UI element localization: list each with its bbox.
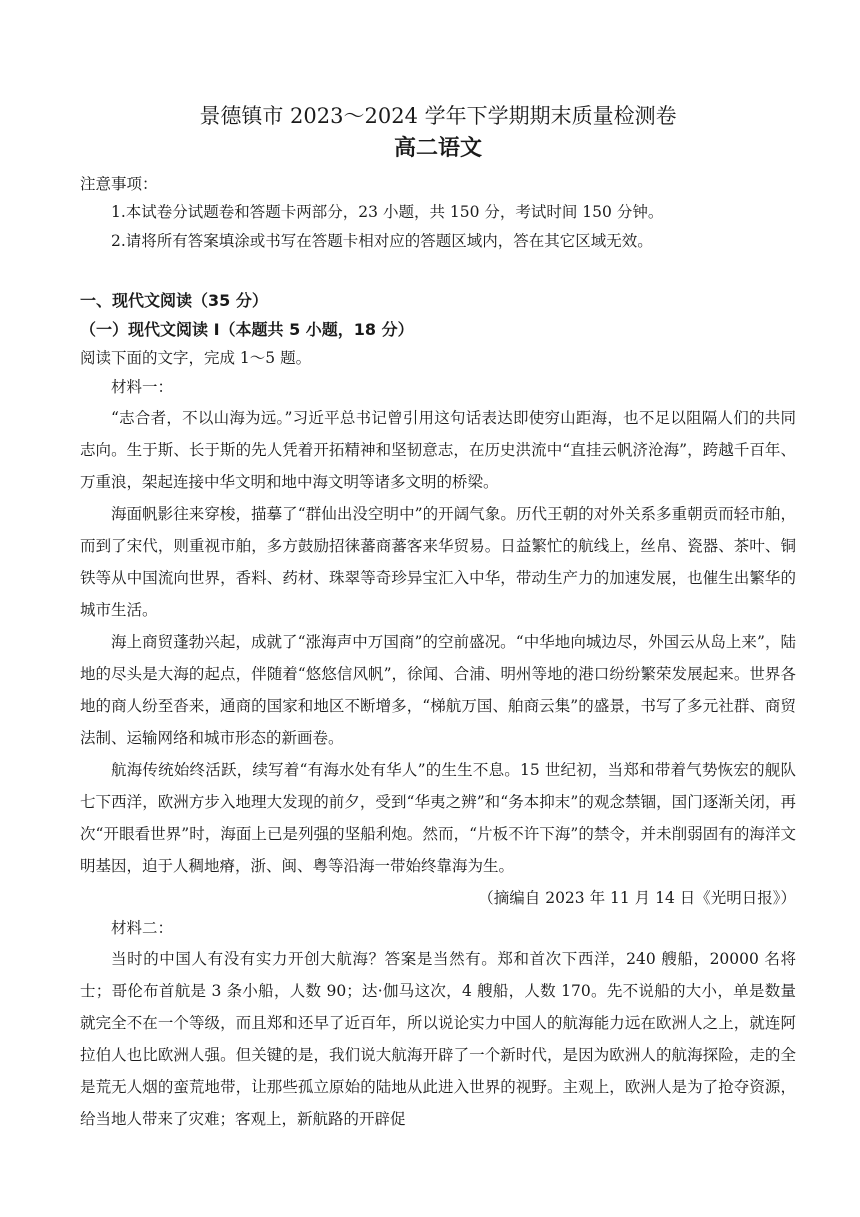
material-one-paragraph: 海面帆影往来穿梭，描摹了“群仙出没空明中”的开阔气象。历代王朝的对外关系多重朝贡而轻市舶，而到了宋代，则重视市舶，多方鼓励招徕蕃商蕃客来华贸易。日益繁忙的航线上，丝帛、瓷器、茶叶、铜铁等从中国流向世界，香料、药材、珠翠等奇珍异宝汇入中华，带动生产力的加速发展，也催生出繁华的城市生活。 (80, 505, 796, 619)
exam-subject: 高二语文 (393, 136, 482, 161)
section-heading: 一、现代文阅读（35 分） (80, 291, 268, 310)
note-item: 1.本试卷分试题卷和答题卡两部分，23 小题，共 150 分，考试时间 150 分钟。 (111, 203, 664, 221)
exam-page (80, 100, 796, 1135)
note-item: 2.请将所有答案填涂或书写在答题卡相对应的答题区域内，答在其它区域无效。 (111, 232, 653, 250)
material-one-paragraph: 海上商贸蓬勃兴起，成就了“涨海声中万国商”的空前盛况。“中华地向城边尽，外国云从岛上来”，陆地的尽头是大海的起点，伴随着“悠悠信风帆”，徐闻、合浦、明州等地的港口纷纷繁荣发展起来。世界各地的商人纷至沓来，通商的国家和地区不断增多，“梯航万国、舶商云集”的盛景，书写了多元社群、商贸法制、运输网络和城市形态的新画卷。 (80, 633, 796, 747)
notes-heading: 注意事项： (80, 175, 158, 193)
material-two-paragraph: 当时的中国人有没有实力开创大航海？答案是当然有。郑和首次下西洋，240 艘船，20000 名将士；哥伦布首航是 3 条小船，人数 90；达·伽马这次，4 艘船，人数 170。先不说船的大小，单是数量就完全不在一个等级，而且郑和还早了近百年，所以说论实力中国人的航海能力远在欧洲人之上，就连阿拉伯人也比欧洲人强。但关键的是，我们说大航海开辟了一个新时代，是因为欧洲人的航海探险，走的全是荒无人烟的蛮荒地带，让那些孤立原始的陆地从此进入世界的视野。主观上，欧洲人是为了抢夺资源，给当地人带来了灾难；客观上，新航路的开辟促 (80, 950, 796, 1128)
material-two-label: 材料二： (111, 919, 174, 937)
material-one-paragraph: “志合者，不以山海为远。”习近平总书记曾引用这句话表达即使穷山距海，也不足以阻隔人们的共同志向。生于斯、长于斯的先人凭着开拓精神和坚韧意志，在历史洪流中“直挂云帆济沧海”，跨越千百年、万重浪，架起连接中华文明和地中海文明等诸多文明的桥梁。 (80, 409, 796, 491)
subsection-heading: （一）现代文阅读 I（本题共 5 小题，18 分） (80, 320, 414, 339)
material-one-label: 材料一： (111, 378, 174, 396)
material-one-source: （摘编自 2023 年 11 月 14 日《光明日报》） (478, 889, 796, 907)
exam-title: 景德镇市 2023～2024 学年下学期期末质量检测卷 (199, 104, 677, 128)
reading-instruction: 阅读下面的文字，完成 1～5 题。 (80, 349, 312, 367)
spacer (80, 256, 796, 286)
material-one-paragraph: 航海传统始终活跃，续写着“有海水处有华人”的生生不息。15 世纪初，当郑和带着气势恢宏的舰队七下西洋，欧洲方步入地理大发现的前夕，受到“华夷之辨”和“务本抑末”的观念禁锢，国门逐渐关闭，再次“开眼看世界”时，海面上已是列强的坚船利炮。然而，“片板不许下海”的禁令，并未削弱固有的海洋文明基因，迫于人稠地瘠，浙、闽、粤等沿海一带始终靠海为生。 (80, 761, 796, 875)
